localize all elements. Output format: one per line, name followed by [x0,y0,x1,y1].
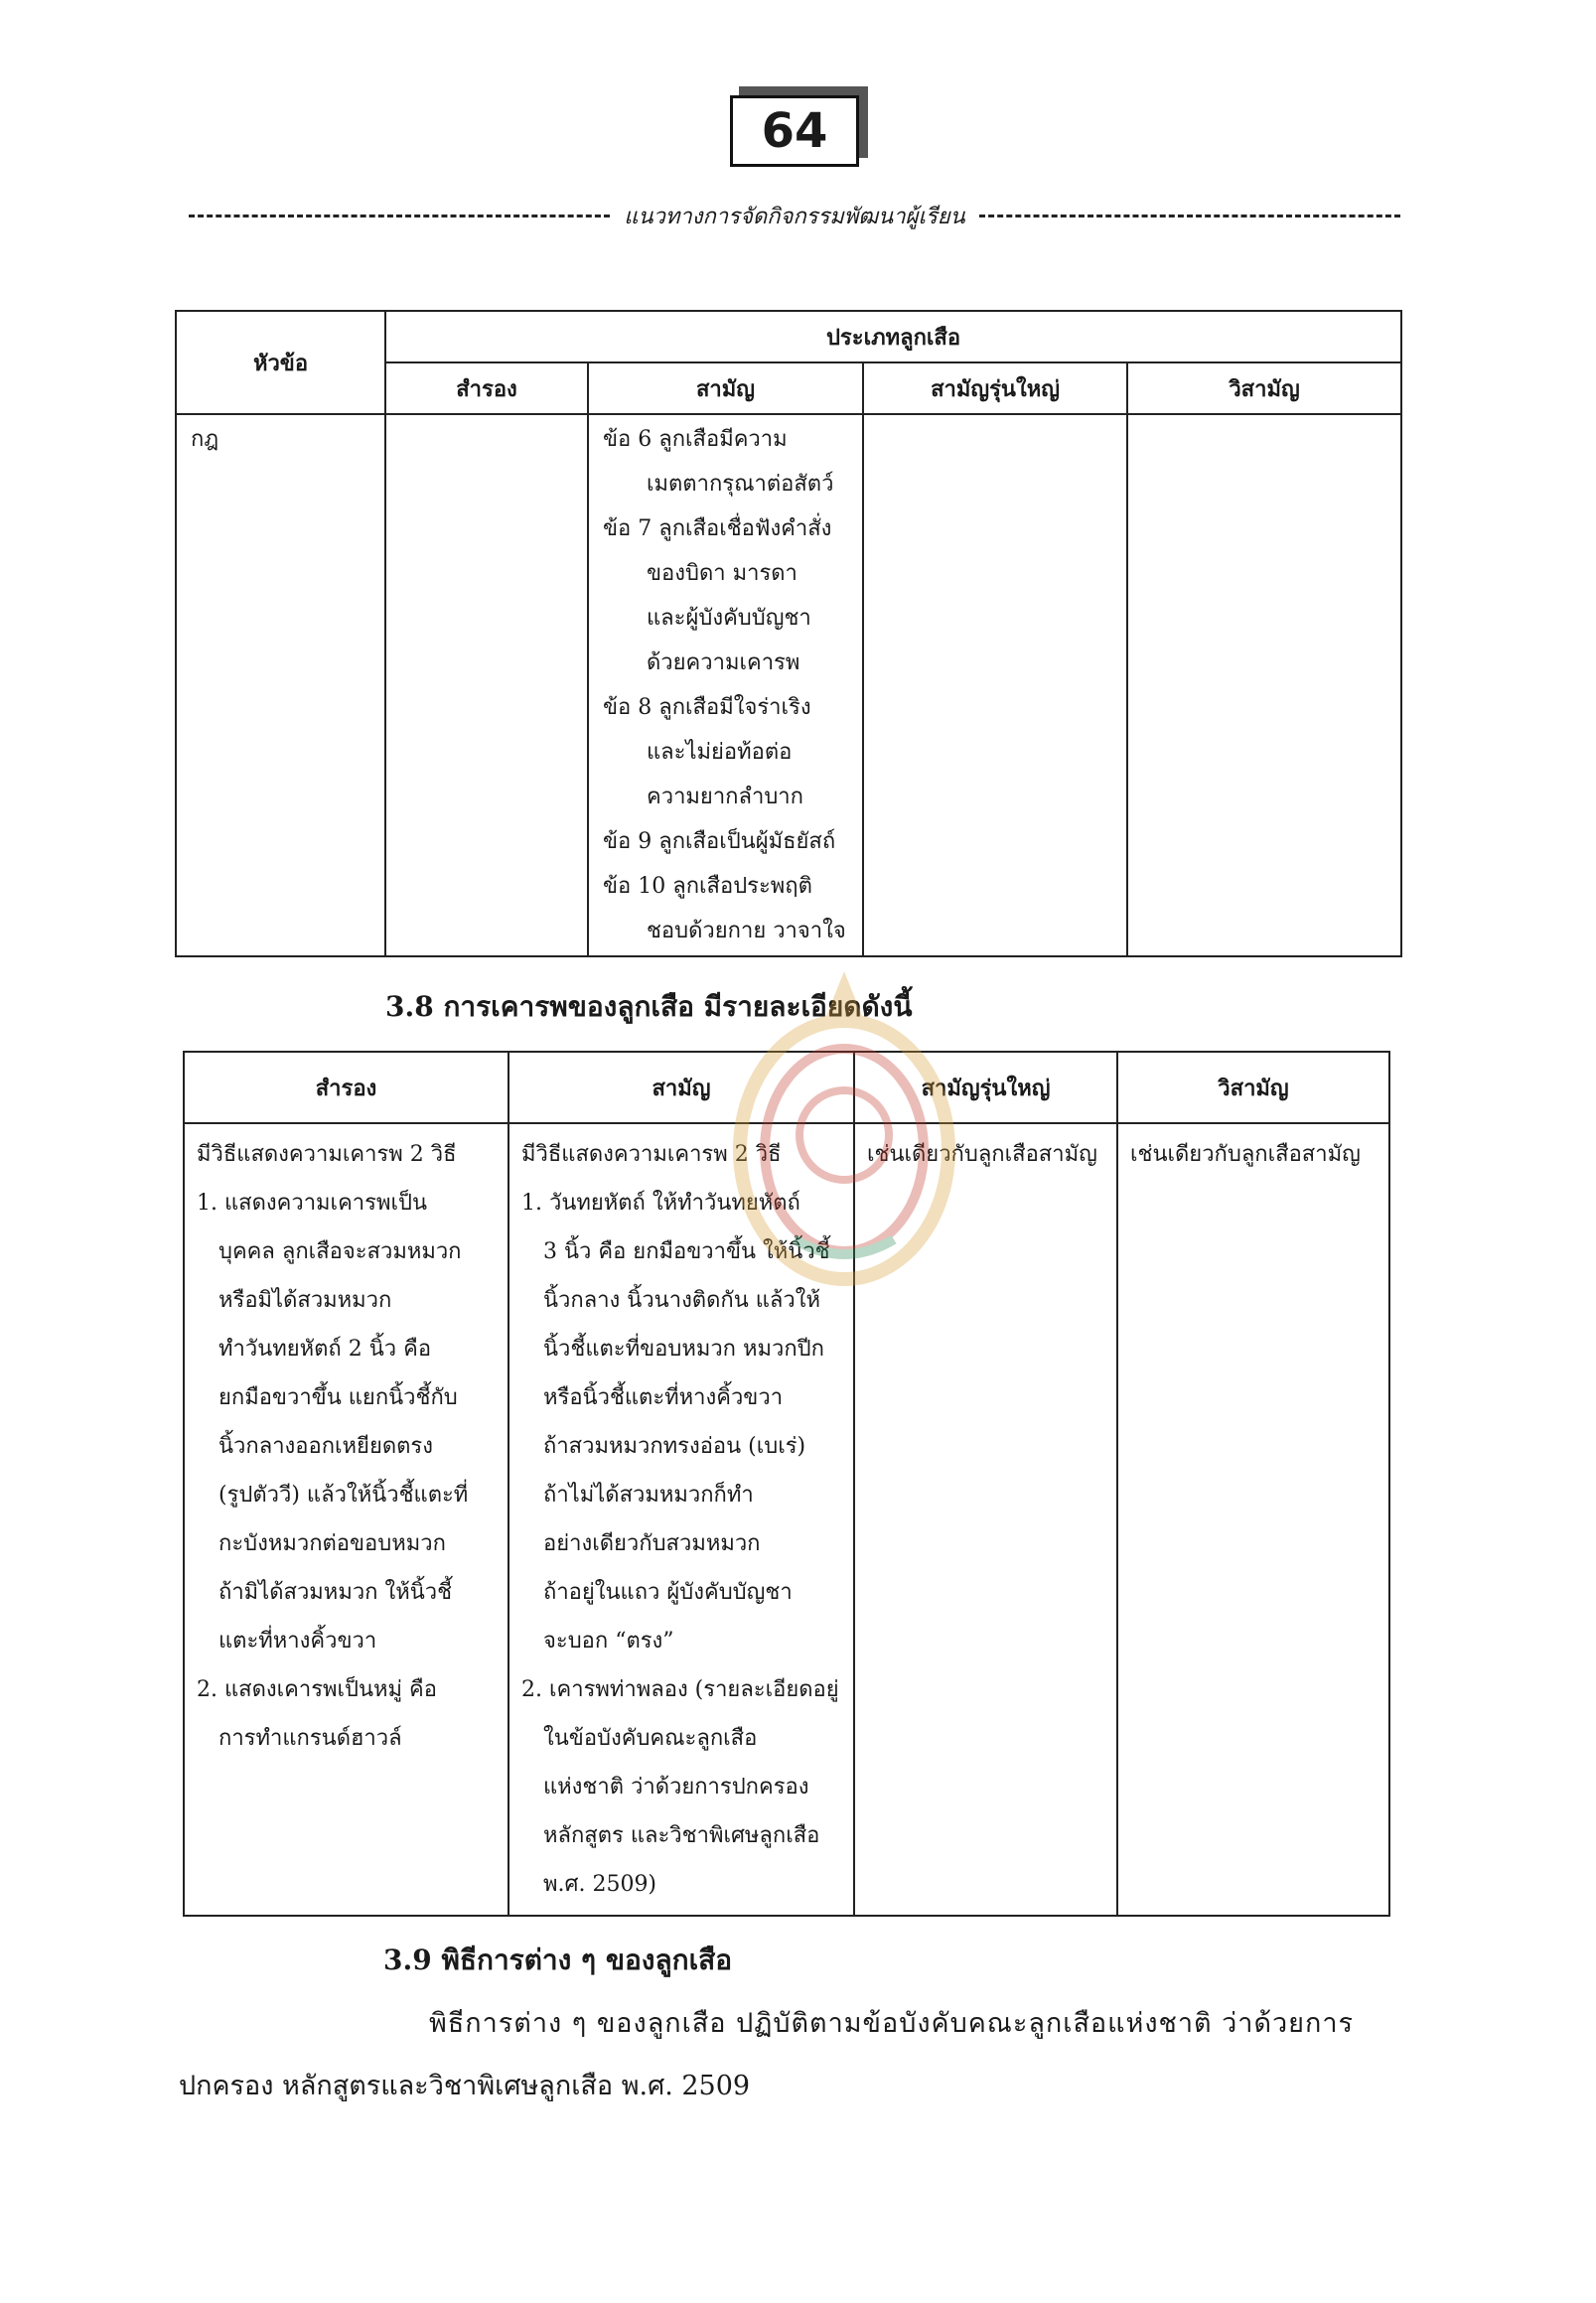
salute-line: จะบอก “ตรง” [543,1629,674,1654]
row-topic-text: กฎ [191,427,219,452]
col-header-rover: วิสามัญ [1117,1052,1389,1123]
law-line: และผู้บังคับบัญชา [647,606,811,631]
law-line: ข้อ 9 ลูกเสือเป็นผู้มัธยัสถ์ [603,829,836,854]
law-line: ของบิดา มารดา [647,561,798,586]
salute-line: นิ้วชี้แตะที่ขอบหมวก หมวกปีก [543,1337,824,1362]
header-dash-right [979,215,1400,217]
cell-samanya-salute [508,1123,854,1916]
salute-line: มีวิธีแสดงความเคารพ 2 วิธี [197,1142,457,1167]
salute-line: กะบังหมวกต่อขอบหมวก [218,1531,446,1556]
col-header-senior: สามัญรุ่นใหญ่ [863,362,1127,414]
salute-line: นิ้วกลางออกเหยียดตรง [218,1434,433,1459]
salute-line: ยกมือขวาขึ้น แยกนิ้วชี้กับ [218,1385,458,1410]
col-header-samrong: สำรอง [385,362,588,414]
col-header-rover: วิสามัญ [1127,362,1401,414]
cell-rover-law [1127,414,1401,956]
law-line: ความยากลำบาก [647,785,803,809]
salute-line: อย่างเดียวกับสวมหมวก [543,1531,761,1556]
page-number: 64 [730,95,859,167]
law-line: ข้อ 10 ลูกเสือประพฤติ [603,874,812,899]
salute-line: 3 นิ้ว คือ ยกมือขวาขึ้น ให้นิ้วชี้ [543,1239,830,1264]
salute-line: 1. แสดงความเคารพเป็น [197,1191,427,1216]
running-header-title: แนวทางการจัดกิจกรรมพัฒนาผู้เรียน [624,205,965,229]
header-dash-left [189,215,610,217]
law-line: ชอบด้วยกาย วาจาใจ [647,919,846,943]
ceremony-paragraph-line1: พิธีการต่าง ๆ ของลูกเสือ ปฏิบัติตามข้อบังคับคณะลูกเสือแห่งชาติ ว่าด้วยการ [429,2008,1354,2039]
salute-line: แห่งชาติ ว่าด้วยการปกครอง [543,1775,809,1799]
running-header [189,199,1400,233]
cell-senior-salute [854,1123,1117,1916]
salute-line: ถ้าสวมหมวกทรงอ่อน (เบเร่) [543,1434,806,1459]
salute-line: นิ้วกลาง นิ้วนางติดกัน แล้วให้ [543,1288,820,1313]
salute-line: (รูปตัววี) แล้วให้นิ้วชี้แตะที่ [218,1483,469,1508]
scout-type-header: ประเภทลูกเสือ [385,311,1401,362]
salute-line: ถ้ามิได้สวมหมวก ให้นิ้วชี้ [218,1580,453,1605]
ceremony-paragraph-line2: ปกครอง หลักสูตรและวิชาพิเศษลูกเสือ พ.ศ. 2509 [179,2071,751,2101]
salute-line: 2. แสดงเคารพเป็นหมู่ คือ [197,1677,437,1702]
law-line: เมตตากรุณาต่อสัตว์ [647,472,834,497]
rover-salute-text: เช่นเดียวกับลูกเสือสามัญ [1130,1142,1361,1167]
salute-line: หลักสูตร และวิชาพิเศษลูกเสือ [543,1823,820,1848]
cell-samrong-salute [184,1123,508,1916]
scout-salute-table [183,1051,1390,1917]
law-line: และไม่ย่อท้อต่อ [647,740,793,765]
salute-line: ถ้าไม่ได้สวมหมวกก็ทำ [543,1483,754,1508]
law-line: ข้อ 8 ลูกเสือมีใจร่าเริง [603,695,811,720]
senior-salute-text: เช่นเดียวกับลูกเสือสามัญ [867,1142,1097,1167]
col-header-samanya: สามัญ [588,362,863,414]
section-3-9-heading: 3.9 พิธีการต่าง ๆ ของลูกเสือ [383,1943,733,1976]
salute-line: 2. เคารพท่าพลอง (รายละเอียดอยู่ [521,1677,839,1702]
salute-line: ถ้าอยู่ในแถว ผู้บังคับบัญชา [543,1580,793,1605]
law-line: ด้วยความเคารพ [647,650,800,675]
salute-line: หรือมิได้สวมหมวก [218,1288,392,1313]
section-3-8-heading: 3.8 การเคารพของลูกเสือ มีรายละเอียดดังนี้ [385,990,913,1023]
salute-line: แตะที่หางคิ้วขวา [218,1629,377,1654]
salute-line: บุคคล ลูกเสือจะสวมหมวก [218,1239,462,1264]
row-topic-law [176,414,385,956]
salute-line: พ.ศ. 2509) [543,1872,657,1897]
salute-line: การทำแกรนด์ฮาวล์ [218,1726,402,1751]
law-line: ข้อ 6 ลูกเสือมีความ [603,427,788,452]
salute-line: หรือนิ้วชี้แตะที่หางคิ้วขวา [543,1385,784,1410]
cell-senior-law [863,414,1127,956]
topic-header: หัวข้อ [176,311,385,414]
col-header-senior: สามัญรุ่นใหญ่ [854,1052,1117,1123]
salute-line: มีวิธีแสดงความเคารพ 2 วิธี [521,1142,782,1167]
law-line: ข้อ 7 ลูกเสือเชื่อฟังคำสั่ง [603,516,832,541]
col-header-samanya: สามัญ [508,1052,854,1123]
scout-law-table [175,310,1402,957]
cell-rover-salute [1117,1123,1389,1916]
salute-line: 1. วันทยหัตถ์ ให้ทำวันทยหัตถ์ [521,1191,800,1216]
col-header-samrong: สำรอง [184,1052,508,1123]
cell-samanya-law [588,414,863,956]
salute-line: ทำวันทยหัตถ์ 2 นิ้ว คือ [218,1337,432,1362]
cell-samrong-law [385,414,588,956]
salute-line: ในข้อบังคับคณะลูกเสือ [543,1726,758,1751]
